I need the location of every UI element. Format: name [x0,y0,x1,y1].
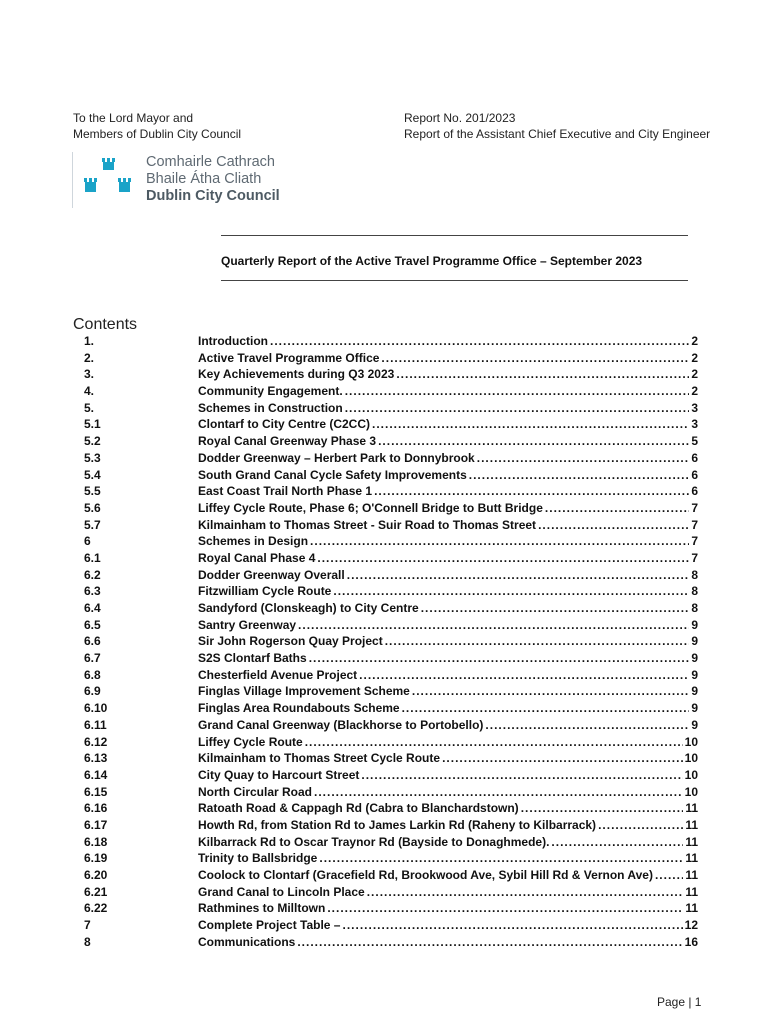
toc-dot-leader [551,834,683,851]
toc-entry-page: 11 [685,884,698,899]
toc-dot-leader [385,633,690,650]
toc-entry[interactable] [84,817,698,834]
toc-entry-number: 7 [84,918,91,933]
toc-dot-leader [367,884,684,901]
toc-entry[interactable] [84,934,698,951]
toc-entry-page: 9 [691,667,698,682]
toc-dot-leader [545,500,689,517]
toc-entry[interactable] [84,400,698,417]
toc-dot-leader [333,583,689,600]
toc-entry[interactable] [84,366,698,383]
toc-entry-page: 9 [691,634,698,649]
toc-dot-leader [361,767,682,784]
toc-entry-title[interactable]: South Grand Canal Cycle Safety Improvements [198,467,467,482]
toc-dot-leader [305,734,683,751]
toc-entry[interactable] [84,583,698,600]
toc-entry-page: 3 [691,417,698,432]
toc-entry-page: 9 [691,617,698,632]
toc-entry-number: 5.5 [84,484,101,499]
toc-entry[interactable] [84,617,698,634]
toc-entry-page: 10 [684,734,698,749]
toc-dot-leader [402,700,690,717]
toc-entry-number: 6.2 [84,567,101,582]
toc-dot-leader [372,416,689,433]
toc-entry[interactable] [84,834,698,851]
toc-dot-leader [598,817,683,834]
toc-entry-title[interactable]: Dodder Greenway Overall [198,567,345,582]
toc-dot-leader [477,450,690,467]
toc-entry-page: 10 [684,751,698,766]
contents-heading: Contents [73,316,138,333]
toc-entry-number: 6.16 [84,801,108,816]
toc-entry-title[interactable]: Kilbarrack Rd to Oscar Traynor Rd (Bayside to Donaghmede). [198,834,550,849]
toc-entry[interactable] [84,667,698,684]
toc-dot-leader [381,350,689,367]
toc-entry-number: 6.12 [84,734,108,749]
toc-entry-title[interactable]: Kilmainham to Thomas Street Cycle Route [198,751,441,766]
toc-dot-leader [442,750,683,767]
toc-entry-title[interactable]: Grand Canal to Lincoln Place [198,884,365,899]
toc-entry-page: 10 [684,767,698,782]
toc-entry-title[interactable]: Finglas Village Improvement Scheme [198,684,410,699]
toc-entry-title[interactable]: Sir John Rogerson Quay Project [198,634,383,649]
toc-entry-number: 6.5 [84,617,101,632]
toc-entry-number: 6.6 [84,634,101,649]
toc-entry-page: 7 [691,517,698,532]
toc-entry[interactable] [84,350,698,367]
toc-dot-leader [412,683,689,700]
toc-entry-page: 11 [685,868,698,882]
toc-entry-number: 5.4 [84,467,101,482]
toc-dot-leader [347,567,690,584]
toc-dot-leader [378,433,689,450]
toc-entry-page: 11 [685,834,698,849]
toc-entry-number: 5.3 [84,450,101,465]
toc-entry-page: 2 [691,367,698,382]
toc-entry[interactable] [84,483,698,500]
toc-entry-page: 9 [691,701,698,716]
toc-entry-title[interactable]: City Quay to Harcourt Street [198,767,360,782]
toc-entry-page: 12 [684,918,698,933]
toc-entry-page: 2 [691,334,698,348]
three-castles-icon [78,154,138,206]
toc-dot-leader [342,917,682,934]
toc-entry[interactable] [84,784,698,801]
toc-entry-number: 6.8 [84,667,101,682]
toc-dot-leader [359,667,689,684]
toc-entry-title[interactable]: Trinity to Ballsbridge [198,851,318,866]
toc-entry-number: 6.14 [84,767,108,782]
table-of-contents [84,333,698,950]
toc-entry-page: 2 [691,384,698,399]
toc-entry-page: 7 [691,500,698,515]
toc-entry-number: 3. [84,367,95,382]
title-rule-top [221,235,688,236]
toc-entry-number: 6.9 [84,684,101,699]
toc-entry-page: 10 [684,784,698,799]
toc-entry[interactable] [84,467,698,484]
toc-entry-page: 9 [691,651,698,666]
toc-entry-page: 7 [691,550,698,565]
toc-dot-leader [521,800,684,817]
toc-entry-title[interactable]: Key Achievements during Q3 2023 [198,367,395,382]
toc-entry-title[interactable]: Royal Canal Phase 4 [198,550,316,565]
toc-entry[interactable] [84,500,698,517]
toc-entry[interactable] [84,450,698,467]
toc-entry[interactable] [84,700,698,717]
toc-entry-number: 5.2 [84,434,101,449]
toc-entry-title[interactable]: Liffey Cycle Route, Phase 6; O'Connell Bridge to Butt Bridge [198,500,543,515]
logo-divider [72,152,73,208]
toc-entry-title[interactable]: Liffey Cycle Route [198,734,303,749]
toc-entry[interactable] [84,884,698,901]
toc-entry-page: 16 [684,934,698,949]
toc-entry-page: 11 [685,851,698,866]
toc-dot-leader [310,533,689,550]
toc-dot-leader [421,600,690,617]
report-title: Quarterly Report of the Active Travel Programme Office – September 2023 [221,254,643,268]
toc-entry-number: 6.19 [84,851,108,866]
toc-entry-page: 8 [691,567,698,582]
toc-entry-title[interactable]: Communications [198,934,296,949]
toc-entry-title[interactable]: Finglas Area Roundabouts Scheme [198,701,400,716]
toc-entry-number: 6.3 [84,584,101,599]
toc-entry[interactable] [84,750,698,767]
logo-text [146,154,280,205]
toc-dot-leader [309,650,690,667]
toc-entry-title[interactable]: Schemes in Construction [198,400,343,415]
toc-entry-number: 6.17 [84,817,108,832]
recipient-block [73,110,241,142]
toc-entry-title[interactable]: Kilmainham to Thomas Street - Suir Road to Thomas Street [198,517,537,532]
toc-entry[interactable] [84,567,698,584]
toc-entry-number: 5.6 [84,500,101,515]
toc-dot-leader [345,400,690,417]
recipient-line-1: To the Lord Mayor and [73,111,194,125]
council-logo [72,152,282,208]
toc-dot-leader [319,850,683,867]
toc-entry-page: 5 [691,434,698,449]
toc-entry-page: 8 [691,584,698,599]
toc-entry-number: 6.21 [84,884,108,899]
toc-entry-number: 5.1 [84,417,101,432]
toc-entry[interactable] [84,850,698,867]
toc-dot-leader [538,517,689,534]
recipient-line-2: Members of Dublin City Council [73,127,242,141]
toc-entry-page: 6 [691,467,698,482]
toc-dot-leader [374,483,689,500]
toc-entry-number: 6.20 [84,868,108,882]
toc-dot-leader [655,867,683,884]
toc-dot-leader [345,383,690,400]
toc-entry-number: 2. [84,350,95,365]
toc-entry-title[interactable]: East Coast Trail North Phase 1 [198,484,373,499]
toc-entry-page: 8 [691,601,698,615]
toc-entry[interactable] [84,550,698,567]
toc-entry[interactable] [84,383,698,400]
title-rule-bottom [221,280,688,281]
toc-entry-number: 6.18 [84,834,108,849]
toc-entry-title[interactable]: Coolock to Clontarf (Gracefield Rd, Brookwood Ave, Sybil Hill Rd & Vernon Ave) [198,868,653,882]
toc-entry-number: 1. [84,334,95,348]
toc-entry[interactable] [84,433,698,450]
toc-entry-number: 6.15 [84,784,108,799]
toc-dot-leader [297,934,682,951]
toc-entry-number: 6.22 [84,901,108,916]
toc-entry-title[interactable]: Introduction [198,334,268,348]
toc-entry-page: 7 [691,534,698,549]
toc-entry-number: 6.7 [84,651,101,666]
toc-entry-number: 6.13 [84,751,108,766]
toc-entry-title[interactable]: Dodder Greenway – Herbert Park to Donnybrook [198,450,475,465]
toc-entry-title[interactable]: Clontarf to City Centre (C2CC) [198,417,371,432]
toc-entry-title[interactable]: Fitzwilliam Cycle Route [198,584,332,599]
toc-entry-number: 5.7 [84,517,101,532]
toc-entry-number: 5. [84,400,95,415]
toc-entry-title[interactable]: Howth Rd, from Station Rd to James Larkin Rd (Raheny to Kilbarrack) [198,817,597,832]
toc-entry-title[interactable]: North Circular Road [198,784,313,799]
toc-entry[interactable] [84,600,698,617]
toc-entry-title[interactable]: S2S Clontarf Baths [198,651,307,666]
toc-entry-number: 6.10 [84,701,108,716]
toc-entry-title[interactable]: Schemes in Design [198,534,309,549]
toc-entry[interactable] [84,767,698,784]
toc-entry[interactable] [84,900,698,917]
report-number: Report No. 201/2023 [404,111,516,125]
toc-entry[interactable] [84,650,698,667]
toc-entry-number: 6.11 [84,717,107,732]
toc-entry-page: 9 [691,684,698,699]
report-author: Report of the Assistant Chief Executive and City Engineer [404,127,711,141]
toc-dot-leader [469,467,690,484]
toc-entry-number: 6.4 [84,601,101,615]
toc-entry[interactable] [84,800,698,817]
toc-entry-title[interactable]: Chesterfield Avenue Project [198,667,358,682]
toc-entry[interactable] [84,917,698,934]
toc-entry[interactable] [84,633,698,650]
toc-entry[interactable] [84,867,698,884]
logo-line-irish-1: Comhairle Cathrach [146,154,275,170]
toc-dot-leader [396,366,689,383]
toc-entry[interactable] [84,533,698,550]
toc-entry-page: 9 [691,717,698,732]
logo-line-english: Dublin City Council [146,188,280,204]
toc-entry-title[interactable]: Grand Canal Greenway (Blackhorse to Portobello) [198,717,484,732]
toc-dot-leader [270,333,689,350]
toc-dot-leader [298,617,689,634]
toc-entry-number: 4. [84,384,95,399]
toc-dot-leader [314,784,683,801]
logo-line-irish-2: Bhaile Átha Cliath [146,171,262,187]
toc-entry-page: 11 [685,817,698,832]
toc-entry-number: 8 [84,934,91,949]
toc-entry-page: 11 [685,801,698,816]
toc-entry-number: 6 [84,534,91,549]
toc-entry[interactable] [84,416,698,433]
toc-entry-number: 6.1 [84,550,101,565]
toc-entry-title[interactable]: Active Travel Programme Office [198,350,380,365]
toc-entry[interactable] [84,683,698,700]
toc-entry-title[interactable]: Sandyford (Clonskeagh) to City Centre [198,601,419,615]
toc-dot-leader [317,550,689,567]
toc-entry[interactable] [84,734,698,751]
toc-entry-page: 11 [685,901,698,916]
toc-entry-page: 2 [691,350,698,365]
toc-entry[interactable] [84,333,698,350]
toc-entry-title[interactable]: Community Engagement. [198,384,343,399]
toc-entry-title[interactable]: Santry Greenway [198,617,297,632]
page-number: Page | 1 [657,995,702,1009]
toc-entry-title[interactable]: Royal Canal Greenway Phase 3 [198,434,377,449]
toc-entry-title[interactable]: Ratoath Road & Cappagh Rd (Cabra to Blanchardstown) [198,801,519,816]
toc-entry-page: 3 [691,400,698,415]
toc-entry-title[interactable]: Rathmines to Milltown [198,901,326,916]
toc-entry[interactable] [84,717,698,734]
toc-entry-page: 6 [691,484,698,499]
toc-dot-leader [485,717,689,734]
toc-dot-leader [327,900,683,917]
report-info-block [404,110,710,142]
toc-entry-page: 6 [691,450,698,465]
toc-entry-title[interactable]: Complete Project Table – [198,918,341,933]
toc-entry[interactable] [84,517,698,534]
